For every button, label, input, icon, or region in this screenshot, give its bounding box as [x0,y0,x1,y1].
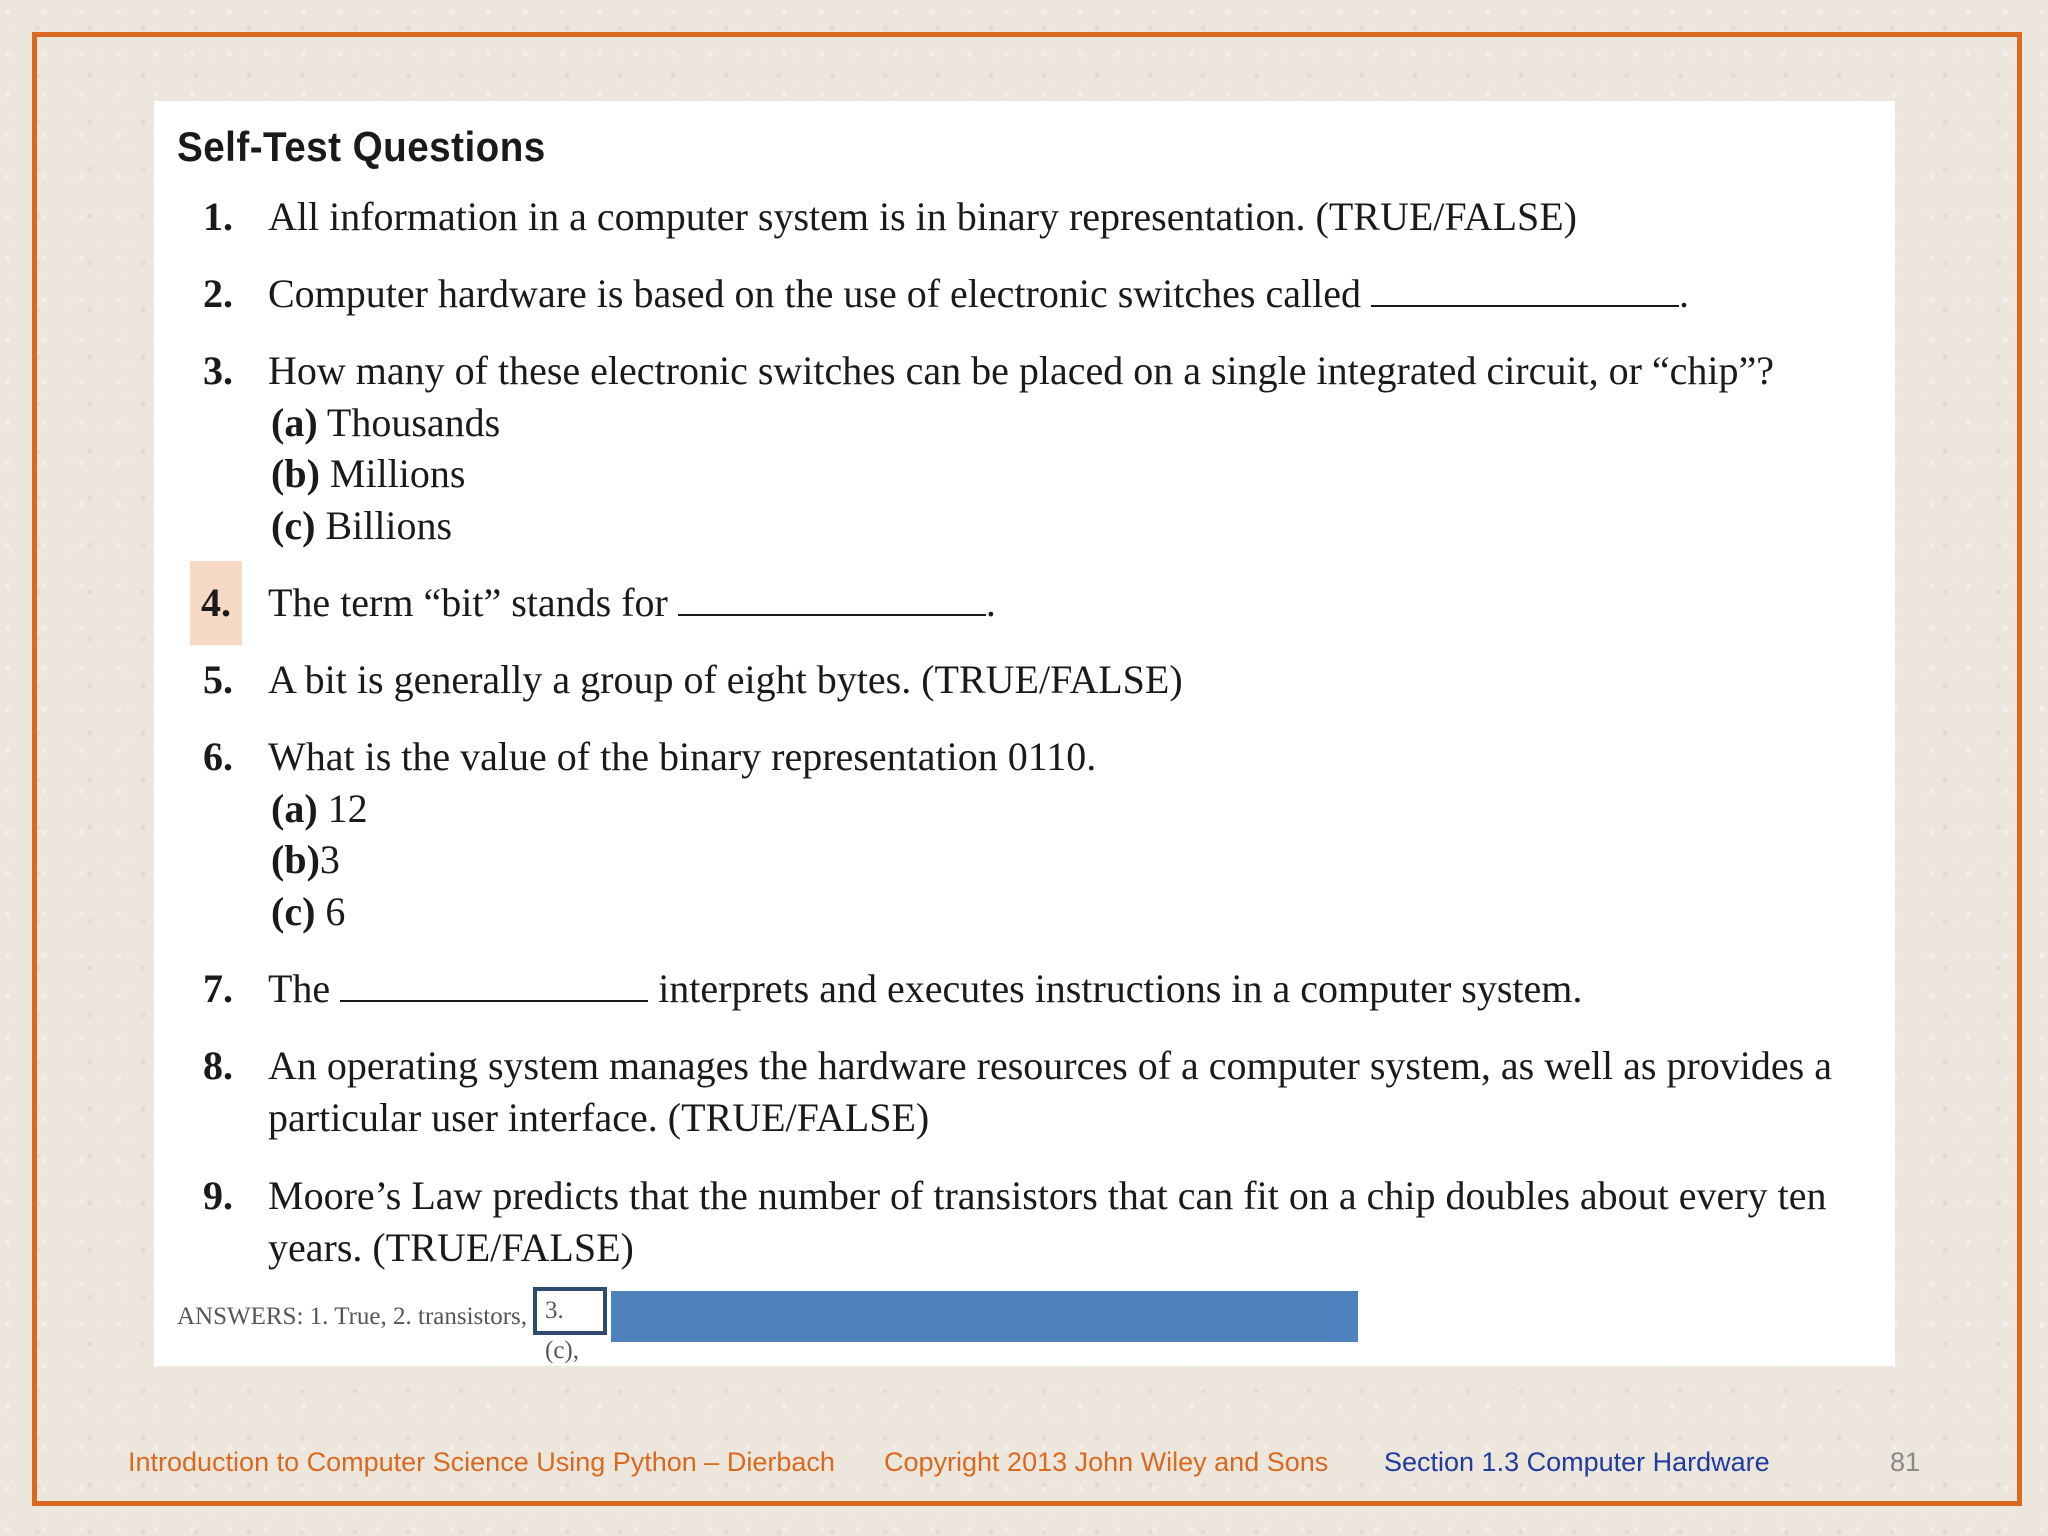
option-text: 6 [325,889,346,934]
option-text: Billions [325,503,453,548]
footer-book-title: Introduction to Computer Science Using Python – Dierbach [128,1447,835,1477]
answers-line: ANSWERS: 1. True, 2. transistors, [177,1303,528,1330]
question-text-after: . [1678,271,1689,316]
option-text: 12 [327,786,368,831]
question-text-before: Computer hardware is based on the use of electronic switches called [268,271,1361,316]
option-c [271,500,452,552]
question-number-highlighted: 4. [190,561,242,645]
question-text: An operating system manages the hardware resources of a computer system, as well as provides a particular user interface. (TRUE/FALSE) [268,1043,1832,1140]
option-key: (a) [271,400,318,445]
option-text: 3 [319,837,340,882]
answer-cover-bar [611,1291,1358,1342]
question-text [268,268,1888,320]
question-text: What is the value of the binary representation 0110. [268,734,1097,779]
page-title: Self-Test Questions [177,123,546,170]
page-number: 81 [1890,1447,1921,1477]
answer-highlight-box: 3. (c), [533,1287,607,1335]
question-text-before: The [268,966,331,1011]
answer-blank [340,966,648,1002]
option-key: (c) [271,503,316,548]
self-test-panel [154,101,1895,1366]
question-number: 5. [203,657,233,702]
question-number: 8. [203,1043,233,1088]
option-a [271,397,500,449]
question-number: 9. [203,1173,233,1218]
option-key: (b) [271,451,320,496]
option-a [271,783,368,835]
footer-section: Section 1.3 Computer Hardware [1384,1447,1770,1477]
option-key: (a) [271,786,318,831]
option-text: Thousands [326,400,501,445]
question-number: 3. [203,348,233,393]
question-number: 7. [203,966,233,1011]
question-number: 1. [203,194,233,239]
answer-blank [678,580,986,616]
question-text [268,963,1888,1015]
option-key: (c) [271,889,316,934]
question-number: 6. [203,734,233,779]
question-text [268,577,1888,629]
question-text: How many of these electronic switches can be placed on a single integrated circuit, or “chip”? [268,348,1775,393]
question-text-after: . [985,580,996,625]
option-c [271,886,345,938]
option-text: Millions [329,451,466,496]
answer-blank [1371,271,1679,307]
option-key: (b) [271,837,320,882]
question-text: A bit is generally a group of eight bytes. (TRUE/FALSE) [268,657,1183,702]
question-text-after: interprets and executes instructions in a computer system. [658,966,1583,1011]
option-b [271,448,465,500]
question-text: Moore’s Law predicts that the number of transistors that can fit on a chip doubles about every ten years. (TRUE/FALSE) [268,1173,1827,1270]
question-text-before: The term “bit” stands for [268,580,668,625]
question-number: 2. [203,271,233,316]
question-text: All information in a computer system is in binary representation. (TRUE/FALSE) [268,194,1578,239]
footer-copyright: Copyright 2013 John Wiley and Sons [884,1447,1329,1477]
option-b [271,834,340,886]
